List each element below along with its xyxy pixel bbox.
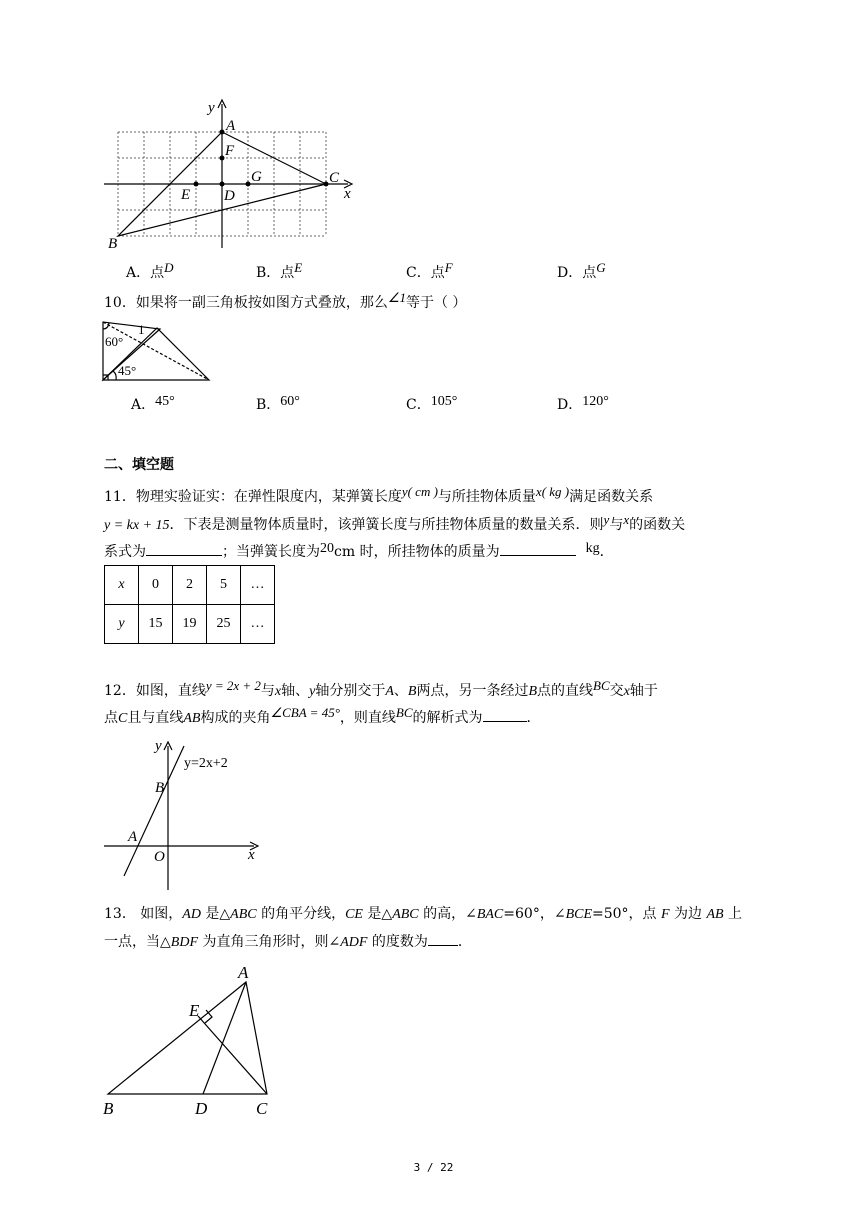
q13-line1 [104,903,742,923]
option-label: B． [256,397,281,413]
table-cell: … [241,605,275,644]
point-f [220,156,225,161]
q10-option-b[interactable] [256,394,300,414]
label-c: C [329,170,340,186]
table-cell: 5 [207,566,241,605]
option-value: 60° [280,394,300,409]
option-label: D．点 [557,265,597,281]
q10-option-d[interactable] [557,394,609,414]
label-d: D [195,1099,208,1118]
var: BAC [476,907,504,922]
answer-blank[interactable] [483,707,527,722]
stem-text: 的高，∠ [418,906,477,922]
question-number: 11． [104,489,136,505]
q9-option-b[interactable] [256,262,302,282]
option-label: A．点 [126,265,165,281]
stem-text: 的角平分线， [256,906,346,922]
table-cell: 25 [207,605,241,644]
option-label: A． [131,397,156,413]
q10-stem [104,292,466,312]
stem-text: 且与直线 [127,710,184,726]
triangle-abc [108,982,267,1094]
answer-blank-1[interactable] [146,541,222,556]
label-y: y [208,100,215,116]
label-1: 1 [138,322,145,337]
option-label: D． [557,397,583,413]
stem-text: 系式为 [104,544,146,560]
var: BCE [565,907,593,922]
stem-text: 是△ [200,906,231,922]
stem-text: ． [457,934,472,950]
var: BDF [170,935,198,950]
var: BC [593,678,610,693]
var-y: y [603,512,610,527]
label-b: B [103,1099,114,1118]
option-value: G [596,260,606,275]
var: ADF [340,935,368,950]
option-value: 105° [430,394,458,409]
label-a: A [128,829,138,845]
label-b: B [155,780,165,796]
q10-triangle-figure [98,318,214,384]
stem-text: 物理实验证实：在弹性限度内，某弹簧长度 [135,489,402,505]
label-e: E [189,1001,200,1020]
angle-expr: ∠CBA = 45° [270,705,340,720]
q11-line3 [104,541,614,561]
var: B [528,684,538,699]
stem-text: 构成的夹角 [200,710,271,726]
stem-text: cm 时，所挂物体的质量为 [334,544,500,560]
table-head-y: y [105,605,139,644]
stem-text: 与所挂物体质量 [437,489,536,505]
table-row [105,566,275,605]
stem-text: ． [526,710,541,726]
stem-text: 是△ [362,906,393,922]
unit: kg [585,541,600,556]
stem-text: =50°，点 [592,906,662,922]
point-a [220,130,225,135]
stem-text: 满足函数关系 [569,489,654,505]
stem-text: 、 [393,683,408,699]
label-e: E [181,187,191,203]
stem-text: 如图，直线 [135,683,206,699]
page-number: 3 / 22 [413,1161,454,1174]
q9-coordinate-figure [98,98,368,250]
label-line: y=2x+2 [184,756,228,771]
arc-45 [113,371,116,380]
stem-text: 轴于 [629,683,658,699]
label-a: A [238,963,249,982]
q13-triangle-figure [100,958,280,1120]
var: AB [706,907,724,922]
stem-text: 如果将一副三角板按如图方式叠放，那么 [135,295,388,311]
q9-option-d[interactable] [557,262,606,282]
var: x [274,684,282,699]
table-cell: 0 [139,566,173,605]
question-number: 12． [104,683,136,699]
label-f: F [225,143,235,159]
table-cell: 2 [173,566,207,605]
stem-text: 轴分别交于 [315,683,386,699]
segment-ce [198,1016,267,1094]
var: AB [183,711,201,726]
answer-blank-2[interactable] [500,541,576,556]
stem-text: 交 [609,683,624,699]
q10-option-c[interactable] [406,394,457,414]
label-o: O [154,849,165,865]
table-cell: 15 [139,605,173,644]
q12-line-graph [100,736,266,894]
label-b: B [108,236,118,250]
q9-option-c[interactable] [406,262,453,282]
q9-option-a[interactable] [126,262,174,282]
q12-line2 [104,707,541,727]
option-value: 45° [155,394,175,409]
label-y: y [155,738,162,754]
stem-text: 与 [260,683,275,699]
var: x [623,684,630,699]
label-c: C [256,1099,268,1118]
var: AD [182,907,201,922]
table-cell: 19 [173,605,207,644]
q11-line1 [104,486,653,506]
var: B [407,684,417,699]
var: BC [395,705,413,720]
stem-text: 上 [723,906,743,922]
option-value: 120° [582,394,609,409]
formula: y = kx + 15 [104,518,170,533]
option-label: B．点 [256,265,295,281]
table-head-x: x [105,566,139,605]
option-value: D [164,260,174,275]
q13-line2 [104,931,472,951]
option-value: E [294,260,303,275]
label-x: x [344,186,351,202]
length-value: 20 [320,541,334,556]
right-angle-mark-top [103,323,109,329]
stem-text: 点 [104,710,118,726]
label-d: D [224,188,235,204]
point-e [194,182,199,187]
x-unit: x( kg ) [535,484,570,499]
question-number: 13． [104,906,136,922]
stem-text: 的度数为 [367,934,428,950]
option-value: F [444,260,453,275]
var: y [309,684,316,699]
point-d [220,182,225,187]
option-label: C． [406,397,431,413]
stem-text: 为边 [669,906,707,922]
stem-text: 两点，另一条经过 [416,683,529,699]
stem-text: 为直角三角形时，则∠ [198,934,341,950]
stem-text: ，则直线 [339,710,396,726]
var: F [661,907,670,922]
point-c [324,182,329,187]
stem-text: ；当弹簧长度为 [222,544,320,560]
stem-text: ．下表是测量物体质量时，该弹簧长度与所挂物体质量的数量关系．则 [169,517,604,533]
stem-text: 的解析式为 [412,710,483,726]
y-unit: y( cm ) [401,484,438,499]
point-g [246,182,251,187]
formula: y = 2x + 2 [205,678,261,693]
stem-text: 与 [609,517,624,533]
var: C [118,711,128,726]
q10-option-a[interactable] [131,394,175,414]
stem-text: 一点，当△ [104,934,171,950]
label-a: A [226,118,236,134]
label-60: 60° [105,334,124,349]
label-x: x [248,847,255,863]
q11-line2 [104,514,685,534]
stem-text: =60°，∠ [503,906,566,922]
angle-symbol: ∠1 [387,290,406,305]
q11-data-table [104,565,275,644]
question-number: 10． [104,295,136,311]
var: A [385,684,394,699]
var: ABC [392,907,419,922]
stem-text: 点的直线 [537,683,594,699]
section-title: 二、填空题 [104,457,174,473]
var-x: x [623,512,630,527]
answer-blank[interactable] [428,931,458,946]
table-row [105,605,275,644]
stem-text: 等于（ ） [405,295,467,311]
option-label: C．点 [406,265,445,281]
table-cell: … [241,566,275,605]
stem-text: ． [599,544,614,560]
stem-text: 的函数关 [629,517,686,533]
stem-text: 轴、 [281,683,310,699]
var: ABC [230,907,257,922]
label-g: G [251,169,262,185]
label-45: 45° [118,363,137,378]
stem-text: 如图， [140,906,183,922]
var: CE [345,907,363,922]
q12-line1 [104,680,658,700]
